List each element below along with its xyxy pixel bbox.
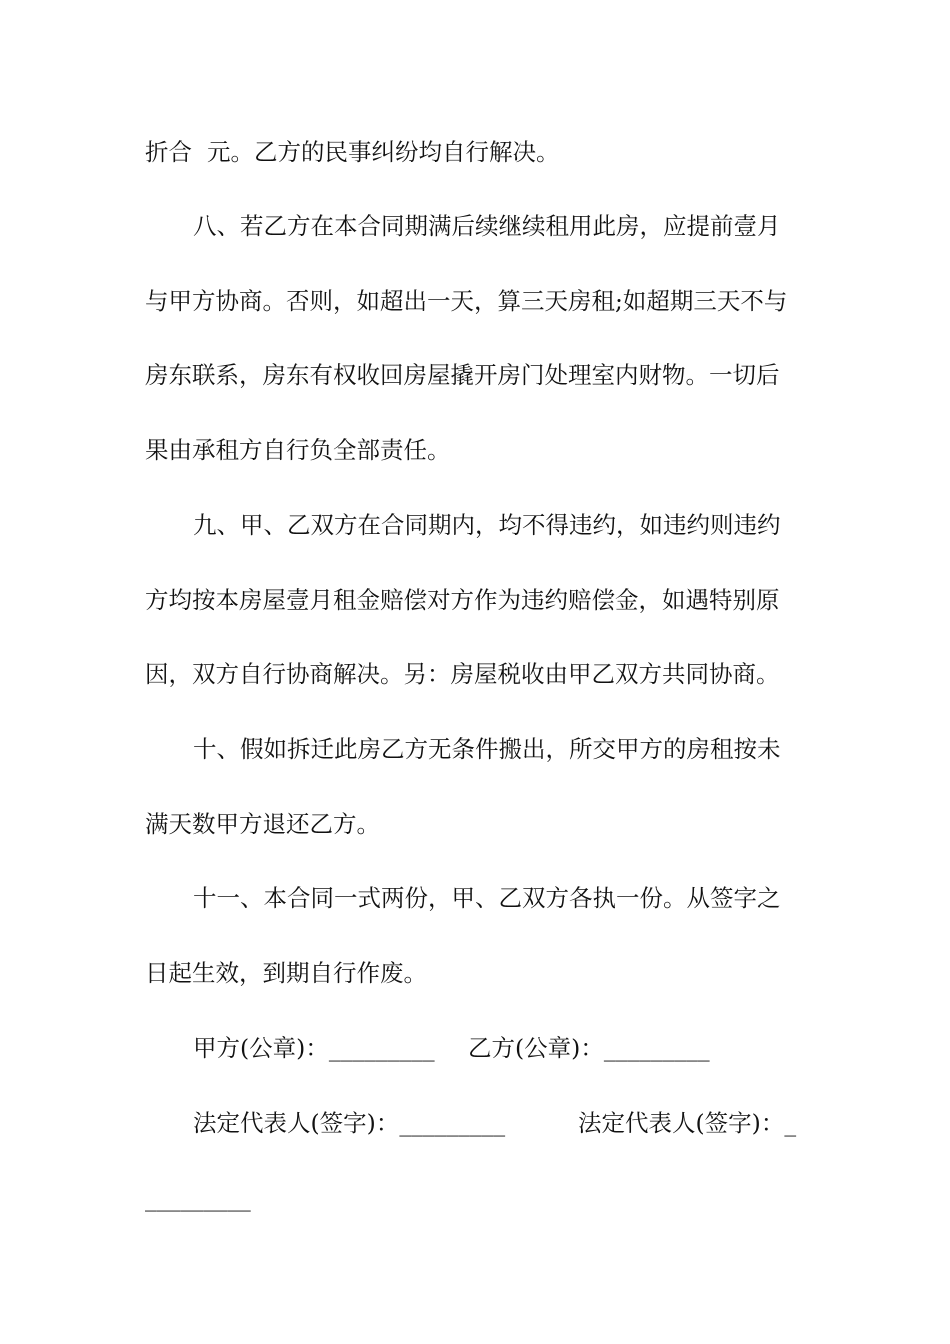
representative-b-signature-field: 法定代表人(签字)：_ xyxy=(578,1109,797,1137)
representative-b-signature-continuation: _________ xyxy=(145,1184,251,1212)
paragraph-line: 因，双方自行协商解决。另：房屋税收由甲乙双方共同协商。 xyxy=(145,660,780,688)
paragraph-line: 与甲方协商。否则，如超出一天，算三天房租;如超期三天不与 xyxy=(145,287,788,315)
party-b-seal-field: 乙方(公章)：_________ xyxy=(468,1034,710,1062)
paragraph-line: 十、假如拆迁此房乙方无条件搬出，所交甲方的房租按未 xyxy=(193,735,781,763)
paragraph-line: 折合 元。乙方的民事纠纷均自行解决。 xyxy=(145,138,560,166)
paragraph-line: 九、甲、乙双方在合同期内，均不得违约，如违约则违约 xyxy=(193,511,781,539)
paragraph-line: 房东联系，房东有权收回房屋撬开房门处理室内财物。一切后 xyxy=(145,361,780,389)
paragraph-line: 日起生效，到期自行作废。 xyxy=(145,959,427,987)
party-a-seal-field: 甲方(公章)：_________ xyxy=(193,1034,435,1062)
paragraph-line: 方均按本房屋壹月租金赔偿对方作为违约赔偿金，如遇特别原 xyxy=(145,586,780,614)
paragraph-line: 八、若乙方在本合同期满后续继续租用此房，应提前壹月 xyxy=(193,212,781,240)
representative-a-signature-field: 法定代表人(签字)：_________ xyxy=(193,1109,506,1137)
paragraph-line: 满天数甲方退还乙方。 xyxy=(145,810,380,838)
paragraph-line: 十一、本合同一式两份，甲、乙双方各执一份。从签字之 xyxy=(193,884,781,912)
paragraph-line: 果由承租方自行负全部责任。 xyxy=(145,436,451,464)
